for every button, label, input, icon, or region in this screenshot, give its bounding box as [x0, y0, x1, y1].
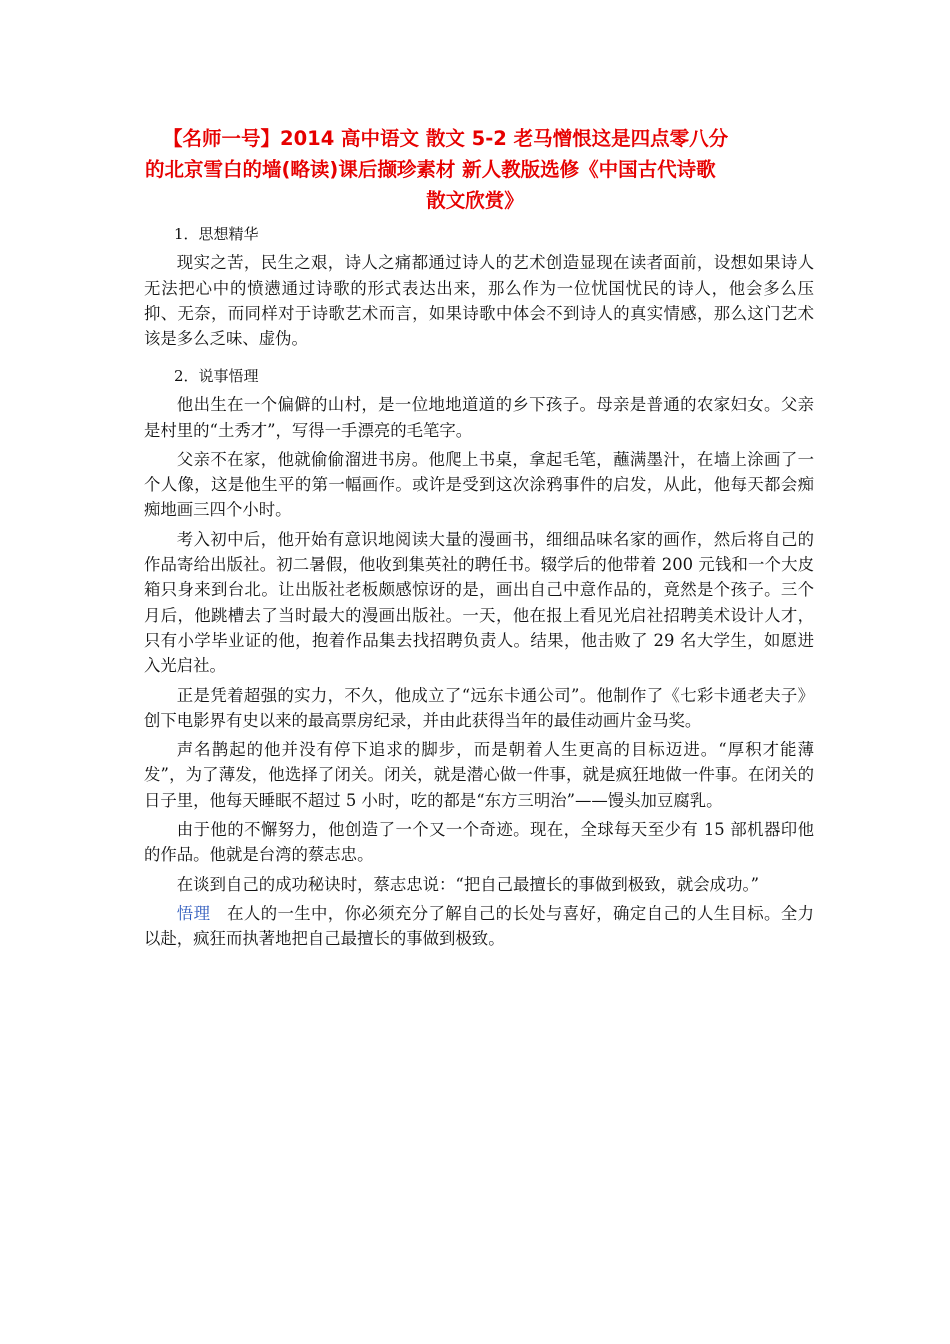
section-thought-essence [144, 222, 814, 351]
paragraph: 父亲不在家，他就偷偷溜进书房。他爬上书桌，拿起毛笔，蘸满墨汁，在墙上涂画了一个人像，这是他生平的第一幅画作。或许是受到这次涂鸦事件的启发，从此，他每天都会痴痴地画三四个小时。 [144, 449, 814, 520]
section-heading: 1．思想精华 [174, 225, 259, 243]
document-title-line-3: 散文欣赏》 [426, 189, 524, 212]
section-heading: 2．说事悟理 [174, 367, 259, 385]
paragraph: 现实之苦，民生之艰，诗人之痛都通过诗人的艺术创造显现在读者面前，设想如果诗人无法把心中的愤懑通过诗歌的形式表达出来，那么作为一位忧国忧民的诗人，他会多么压抑、无奈，而同样对于诗歌艺术而言，如果诗歌中体会不到诗人的真实情感，那么这门艺术该是多么乏味、虚伪。 [144, 253, 814, 349]
paragraph: 由于他的不懈努力，他创造了一个又一个奇迹。现在，全球每天至少有 15 部机器印他的作品。他就是台湾的蔡志忠。 [144, 820, 814, 865]
paragraph: 他出生在一个偏僻的山村，是一位地地道道的乡下孩子。母亲是普通的农家妇女。父亲是村里的“土秀才”，写得一手漂亮的毛笔字。 [144, 395, 814, 440]
paragraph: 在谈到自己的成功秘诀时，蔡志忠说：“把自己最擅长的事做到极致，就会成功。” [176, 874, 760, 894]
paragraph: 正是凭着超强的实力，不久，他成立了“远东卡通公司”。他制作了《七彩卡通老夫子》创下电影界有史以来的最高票房纪录，并由此获得当年的最佳动画片金马奖。 [144, 685, 814, 730]
document-title-line-1: 【名师一号】2014 高中语文 散文 5-2 老马憎恨这是四点零八分 [163, 127, 729, 150]
paragraph: 声名鹊起的他并没有停下追求的脚步，而是朝着人生更高的目标迈进。“厚积才能薄发”，为了薄发，他选择了闭关。闭关，就是潜心做一件事，就是疯狂地做一件事。在闭关的日子里，他每天睡眠不超过 5 小时，吃的都是“东方三明治”——馒头加豆腐乳。 [144, 740, 814, 810]
insight-label: 悟理 [176, 903, 211, 923]
insight-text: 在人的一生中，你必须充分了解自己的长处与喜好，确定自己的人生目标。全力以赴，疯狂而执著地把自己最擅长的事做到极致。 [144, 903, 815, 949]
document-title-line-2: 的北京雪白的墙(略读)课后撷珍素材 新人教版选修《中国古代诗歌 [145, 158, 716, 181]
section-story-insight [144, 364, 814, 952]
paragraph: 考入初中后，他开始有意识地阅读大量的漫画书，细细品味名家的画作，然后将自己的作品寄给出版社。初二暑假，他收到集英社的聘任书。辍学后的他带着 200 元钱和一个大皮箱只身来到台北。让出版社老板颇感惊讶的是，画出自己中意作品的，竟然是个孩子。三个月后，他跳槽去了当时最大的漫画出版社。一天，他在报上看见光启社招聘美术设计人才，只有小学毕业证的他，抱着作品集去找招聘负责人。结果，他击败了 29 名大学生，如愿进入光启社。 [144, 529, 814, 676]
insight-paragraph [144, 901, 814, 952]
